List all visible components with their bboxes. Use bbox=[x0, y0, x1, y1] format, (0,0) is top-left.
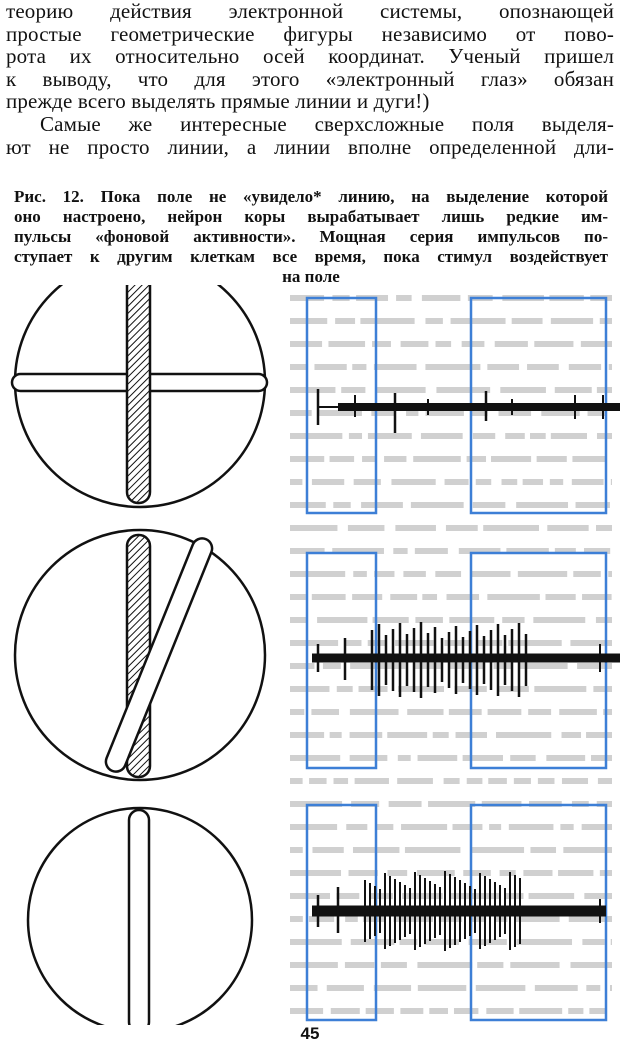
bleed-mark bbox=[572, 479, 604, 485]
bleed-mark bbox=[510, 962, 559, 968]
bleed-mark bbox=[569, 364, 601, 370]
bleed-mark bbox=[346, 640, 362, 646]
bleed-mark bbox=[491, 456, 531, 462]
bleed-mark bbox=[446, 525, 478, 531]
caption-line: на поле bbox=[282, 267, 340, 286]
bleed-mark bbox=[527, 364, 559, 370]
bleed-mark bbox=[467, 456, 486, 462]
bleed-mark bbox=[290, 985, 318, 991]
bleed-mark bbox=[453, 824, 483, 830]
trace-baseline bbox=[338, 403, 620, 411]
bleed-mark bbox=[500, 870, 516, 876]
bleed-mark bbox=[454, 1008, 478, 1014]
bleed-mark bbox=[290, 387, 335, 393]
bleed-mark bbox=[368, 433, 412, 439]
bleed-mark bbox=[581, 341, 612, 347]
bleed-mark bbox=[290, 847, 303, 853]
bleed-mark bbox=[488, 709, 522, 715]
bleed-mark bbox=[418, 755, 458, 761]
bleed-mark bbox=[350, 755, 388, 761]
receptive-field-1 bbox=[12, 285, 267, 507]
bleed-mark bbox=[381, 962, 407, 968]
body-line: Самые же интересные сверхсложные поля выделя- bbox=[40, 111, 614, 136]
bleed-mark bbox=[444, 778, 460, 784]
bleed-mark bbox=[586, 732, 612, 738]
bleed-mark bbox=[514, 778, 531, 784]
bleed-mark bbox=[534, 686, 586, 692]
bleed-mark bbox=[413, 456, 461, 462]
bleed-mark bbox=[290, 939, 342, 945]
caption-line: оно настроено, нейрон коры вырабатывает лишь редкие им- bbox=[14, 207, 608, 226]
bleed-mark bbox=[337, 686, 353, 692]
bleed-mark bbox=[290, 916, 303, 922]
bleed-mark bbox=[476, 479, 491, 485]
bleed-mark bbox=[535, 985, 578, 991]
bleed-mark bbox=[551, 318, 593, 324]
bleed-mark bbox=[290, 663, 314, 669]
bleed-mark bbox=[384, 456, 406, 462]
bleed-mark bbox=[312, 479, 344, 485]
bleed-mark bbox=[333, 502, 350, 508]
bleed-mark bbox=[353, 571, 367, 577]
bleed-mark bbox=[415, 548, 448, 554]
bleed-mark bbox=[563, 847, 612, 853]
bleed-mark bbox=[582, 824, 612, 830]
bleed-mark bbox=[421, 433, 463, 439]
receptive-field-2 bbox=[15, 530, 265, 780]
bleed-mark bbox=[345, 916, 358, 922]
bleed-mark bbox=[290, 364, 308, 370]
bleed-mark bbox=[551, 433, 587, 439]
bleed-mark bbox=[483, 525, 539, 531]
bleed-mark bbox=[463, 870, 491, 876]
bleed-mark bbox=[508, 640, 561, 646]
bleed-mark bbox=[534, 341, 573, 347]
bleed-mark bbox=[335, 318, 355, 324]
bleed-mark bbox=[559, 709, 597, 715]
bleed-mark bbox=[523, 870, 552, 876]
bleed-mark bbox=[469, 939, 507, 945]
bleed-mark bbox=[436, 341, 452, 347]
bleed-mark bbox=[391, 479, 435, 485]
bleed-mark bbox=[523, 479, 543, 485]
bleed-mark bbox=[436, 387, 490, 393]
body-line: теорию действия электронной системы, опознающей bbox=[6, 0, 614, 23]
bleed-mark bbox=[411, 502, 464, 508]
bleed-mark bbox=[572, 456, 606, 462]
bleed-mark bbox=[418, 985, 466, 991]
bleed-mark bbox=[462, 341, 485, 347]
bleed-mark bbox=[562, 778, 588, 784]
bleed-mark bbox=[596, 617, 612, 623]
bleed-mark bbox=[591, 755, 612, 761]
bleed-mark bbox=[598, 778, 612, 784]
bleed-mark bbox=[547, 525, 588, 531]
bleed-mark bbox=[400, 1008, 423, 1014]
bleed-mark bbox=[290, 870, 341, 876]
bleed-mark bbox=[510, 755, 535, 761]
bleed-mark bbox=[584, 893, 612, 899]
bleed-mark bbox=[290, 778, 303, 784]
bleed-mark bbox=[610, 985, 612, 991]
bleed-mark bbox=[290, 410, 312, 416]
bleed-mark bbox=[500, 387, 546, 393]
bleed-mark bbox=[451, 318, 506, 324]
bleed-mark bbox=[290, 686, 329, 692]
bleed-mark bbox=[435, 571, 461, 577]
bleed-mark bbox=[375, 387, 426, 393]
bleed-mark bbox=[505, 433, 525, 439]
bleed-mark bbox=[398, 755, 411, 761]
bleed-mark bbox=[558, 870, 593, 876]
bleed-mark bbox=[366, 1008, 394, 1014]
bleed-mark bbox=[290, 525, 337, 531]
bleed-mark bbox=[290, 479, 302, 485]
bleed-mark bbox=[609, 364, 612, 370]
vertical-bar-stimulus bbox=[129, 810, 149, 1025]
bleed-mark bbox=[377, 824, 394, 830]
figure-12 bbox=[0, 285, 620, 1025]
bleed-mark bbox=[586, 985, 600, 991]
bleed-mark bbox=[597, 387, 612, 393]
page-number: 45 bbox=[300, 1024, 320, 1043]
bleed-mark bbox=[352, 594, 382, 600]
bleed-mark bbox=[290, 594, 306, 600]
bleed-mark bbox=[425, 318, 442, 324]
bleed-mark bbox=[528, 709, 551, 715]
bleed-mark bbox=[349, 433, 362, 439]
bleed-mark bbox=[330, 456, 355, 462]
bleed-mark bbox=[345, 962, 374, 968]
bleed-mark bbox=[349, 870, 378, 876]
receptive-field-3 bbox=[28, 808, 252, 1025]
bleed-mark bbox=[608, 571, 612, 577]
bleed-mark bbox=[401, 341, 429, 347]
figure-caption bbox=[14, 187, 608, 287]
caption-line: Рис. 12. Пока поле не «увидело* линию, на выделение которой bbox=[14, 187, 608, 206]
bleed-mark bbox=[331, 1008, 360, 1014]
bleed-mark bbox=[560, 824, 573, 830]
bleed-mark bbox=[327, 985, 364, 991]
bleed-mark bbox=[323, 663, 341, 669]
bleed-mark bbox=[290, 893, 330, 899]
bleed-mark bbox=[348, 525, 385, 531]
bleed-mark bbox=[573, 571, 600, 577]
bleed-mark bbox=[314, 364, 346, 370]
bleed-mark bbox=[373, 617, 409, 623]
bleed-mark bbox=[473, 502, 506, 508]
bleed-mark bbox=[429, 1008, 448, 1014]
caption-line: пульсы «фоновой активности». Мощная серия импульсов по- bbox=[14, 227, 608, 246]
bleed-mark bbox=[593, 686, 612, 692]
bleed-mark bbox=[397, 778, 433, 784]
bleed-mark bbox=[529, 893, 575, 899]
bleed-mark bbox=[486, 1008, 513, 1014]
bleed-mark bbox=[487, 594, 540, 600]
bleed-mark bbox=[312, 847, 343, 853]
bleed-mark bbox=[428, 801, 475, 807]
bleed-mark bbox=[422, 594, 437, 600]
bleed-mark bbox=[538, 778, 555, 784]
bleed-mark bbox=[290, 433, 342, 439]
bleed-mark bbox=[530, 433, 546, 439]
bleed-mark bbox=[374, 364, 417, 370]
bleed-mark bbox=[317, 617, 367, 623]
bleed-mark bbox=[422, 295, 461, 301]
bleed-mark bbox=[355, 778, 389, 784]
bleed-mark bbox=[337, 893, 360, 899]
bleed-mark bbox=[290, 962, 338, 968]
bleed-mark bbox=[328, 341, 365, 347]
bleed-mark bbox=[448, 663, 485, 669]
bleed-mark bbox=[494, 663, 512, 669]
bleed-mark bbox=[290, 709, 304, 715]
bleed-mark bbox=[582, 939, 604, 945]
bleed-mark bbox=[403, 571, 425, 577]
bleed-mark bbox=[405, 847, 460, 853]
body-line: ют не просто линии, а линии вполне определенной дли- bbox=[6, 134, 614, 159]
bleed-mark bbox=[550, 479, 563, 485]
bleed-mark bbox=[603, 709, 612, 715]
bleed-mark bbox=[401, 824, 447, 830]
bleed-mark bbox=[470, 847, 524, 853]
bleed-mark bbox=[516, 916, 560, 922]
bleed-mark bbox=[396, 295, 412, 301]
bleed-mark bbox=[433, 732, 449, 738]
bleed-mark bbox=[395, 525, 436, 531]
bleed-mark bbox=[530, 847, 556, 853]
bleed-mark bbox=[477, 962, 503, 968]
bleed-mark bbox=[290, 571, 345, 577]
bleed-mark bbox=[374, 985, 411, 991]
bleed-mark bbox=[290, 318, 327, 324]
bleed-mark bbox=[611, 939, 612, 945]
bleed-mark bbox=[309, 778, 326, 784]
bleed-mark bbox=[311, 709, 339, 715]
bleed-mark bbox=[390, 594, 417, 600]
bleed-mark bbox=[487, 364, 519, 370]
vertical-bar-stimulus bbox=[127, 285, 150, 503]
bleed-mark bbox=[496, 732, 551, 738]
bleed-mark bbox=[350, 709, 399, 715]
bleed-mark bbox=[512, 318, 543, 324]
bleed-mark bbox=[489, 824, 501, 830]
bleed-mark bbox=[387, 732, 427, 738]
bleed-mark bbox=[518, 571, 567, 577]
bleed-mark bbox=[597, 433, 612, 439]
bleed-mark bbox=[516, 502, 568, 508]
bleed-mark bbox=[402, 893, 443, 899]
bleed-mark bbox=[589, 1008, 605, 1014]
bleed-mark bbox=[330, 732, 342, 738]
bleed-mark bbox=[352, 364, 366, 370]
bleed-mark bbox=[472, 571, 511, 577]
figure-illustration bbox=[0, 285, 620, 1025]
bleed-mark bbox=[516, 939, 572, 945]
bleed-mark bbox=[463, 755, 503, 761]
bleed-mark bbox=[445, 479, 469, 485]
bleed-mark bbox=[350, 732, 383, 738]
bleed-mark bbox=[509, 824, 554, 830]
caption-line: ступает к другим клеткам все время, пока стимул воздействует bbox=[14, 247, 608, 266]
bleed-mark bbox=[537, 456, 567, 462]
bleed-mark bbox=[360, 318, 414, 324]
bleed-mark bbox=[290, 640, 338, 646]
bleed-mark bbox=[467, 778, 483, 784]
bleed-mark bbox=[290, 824, 337, 830]
bleed-mark bbox=[546, 755, 585, 761]
bleed-mark bbox=[495, 341, 528, 347]
bleed-mark bbox=[290, 617, 308, 623]
bleed-mark bbox=[449, 709, 482, 715]
body-line: прежде всего выделять прямые линии и дуги!) bbox=[6, 89, 430, 114]
body-line: простые геометрические фигуры независимо от пово- bbox=[6, 21, 614, 46]
bleed-mark bbox=[389, 801, 422, 807]
bleed-mark bbox=[533, 617, 585, 623]
bleed-mark bbox=[502, 479, 518, 485]
bleed-mark bbox=[446, 594, 479, 600]
bleed-mark bbox=[393, 548, 407, 554]
bleed-mark bbox=[476, 985, 526, 991]
bleed-mark bbox=[309, 916, 334, 922]
bleed-mark bbox=[488, 778, 507, 784]
bleed-mark bbox=[346, 824, 367, 830]
bleed-mark bbox=[407, 709, 443, 715]
bleed-mark bbox=[351, 939, 395, 945]
bleed-mark bbox=[361, 502, 403, 508]
bleed-mark bbox=[415, 617, 443, 623]
body-text bbox=[6, 0, 614, 158]
bleed-mark bbox=[555, 387, 592, 393]
bleed-mark bbox=[388, 870, 408, 876]
bleed-mark bbox=[334, 778, 349, 784]
bleed-mark bbox=[290, 755, 340, 761]
bleed-mark bbox=[341, 387, 365, 393]
bleed-mark bbox=[417, 962, 472, 968]
trace-baseline bbox=[312, 654, 620, 663]
bleed-mark bbox=[545, 594, 575, 600]
bleed-mark bbox=[362, 456, 377, 462]
bleed-mark bbox=[596, 525, 612, 531]
bleed-mark bbox=[568, 1008, 583, 1014]
body-line: к выводу, что для этого «электронный глаз» обязан bbox=[6, 66, 614, 91]
body-line: рота их относительно осей координат. Ученый пришел bbox=[6, 44, 614, 69]
bleed-mark bbox=[473, 433, 495, 439]
bleed-mark bbox=[502, 617, 524, 623]
bleed-mark bbox=[562, 732, 582, 738]
bleed-mark bbox=[611, 479, 612, 485]
bleed-mark bbox=[470, 916, 486, 922]
bleed-mark bbox=[519, 1008, 562, 1014]
bleed-mark bbox=[312, 594, 346, 600]
spike-train-1 bbox=[318, 389, 620, 433]
